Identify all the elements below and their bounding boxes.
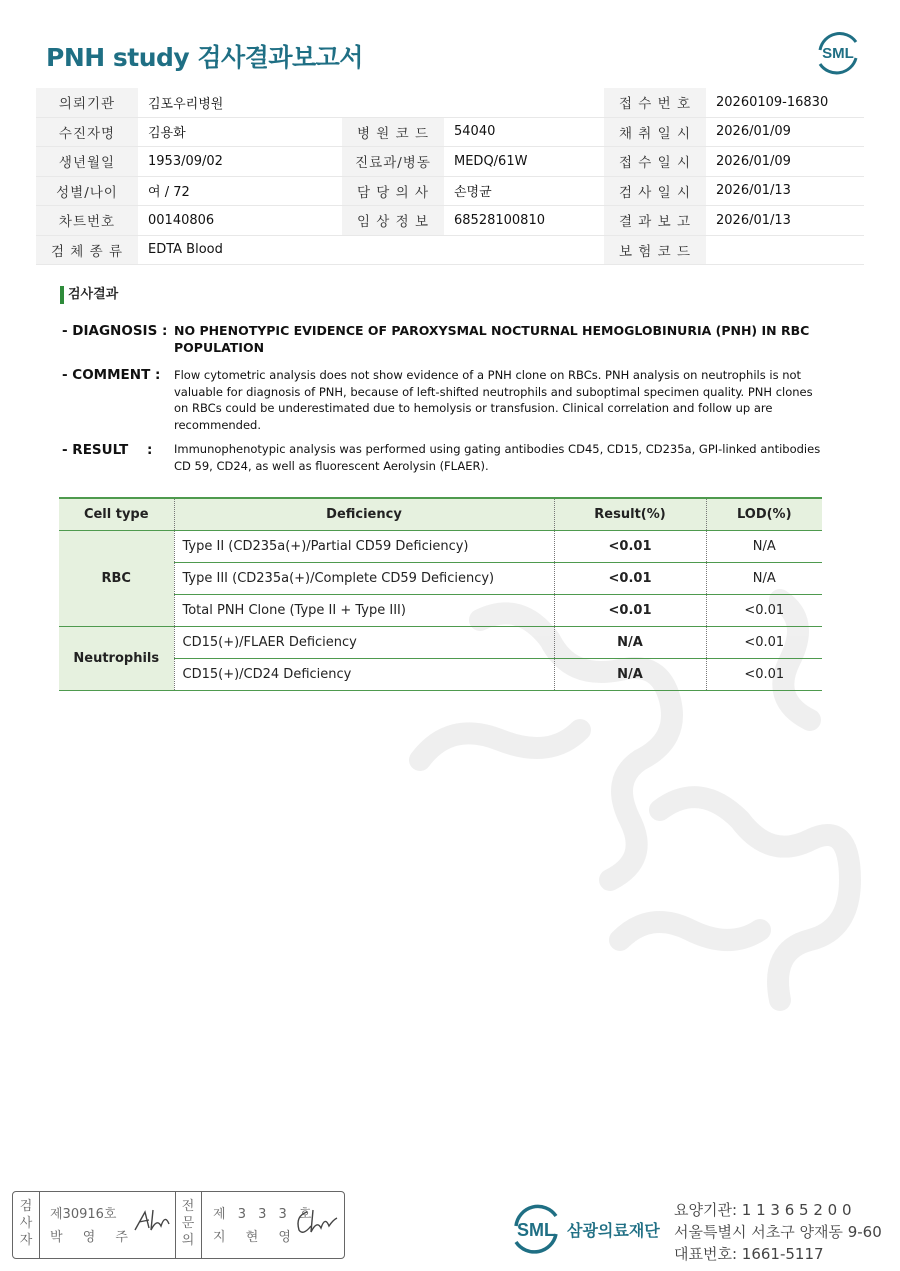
institution-code: 요양기관: 1 1 3 6 5 2 0 0 (674, 1201, 852, 1219)
result-cell: <0.01 (554, 531, 706, 563)
value-insurance-code (706, 235, 864, 265)
label-institution: 의뢰기관 (36, 88, 138, 117)
label-test-date: 검 사 일 시 (604, 176, 706, 206)
value-clinical-info: 68528100810 (444, 206, 604, 236)
deficiency-cell: Total PNH Clone (Type II + Type III) (174, 595, 554, 627)
sml-logo-icon (812, 28, 864, 76)
table-row (59, 563, 822, 595)
value-doctor: 손명균 (444, 176, 604, 206)
cell-type-rbc: RBC (59, 531, 174, 627)
value-test-date: 2026/01/13 (706, 176, 864, 206)
label-department: 진료과/병동 (342, 147, 444, 177)
deficiency-cell: CD15(+)/FLAER Deficiency (174, 627, 554, 659)
address: 서울특별시 서초구 양재동 9-60 (674, 1223, 882, 1241)
label-birth-date: 생년월일 (36, 147, 138, 177)
lod-cell: <0.01 (706, 659, 822, 691)
result-colon: : (147, 442, 153, 458)
value-receipt-date: 2026/01/09 (706, 147, 864, 177)
result-label: - RESULT (62, 442, 129, 458)
patient-info-table (36, 88, 864, 265)
comment-text: Flow cytometric analysis does not show evidence of a PNH clone on RBCs. PNH analysis on neutrophils is not valuable for diagnosis of PNH, because of left-shifted neutrophils and suboptimal specimen quality. PNH clones on RBCs could be underestimated due to hemolysis or transfusion. Clinical correlation and follow up are recommended. (174, 368, 813, 432)
value-department: MEDQ/61W (444, 147, 604, 177)
diagnosis-text: NO PHENOTYPIC EVIDENCE OF PAROXYSMAL NOCTURNAL HEMOGLOBINURIA (PNH) IN RBC POPULATION (174, 323, 810, 355)
value-collection-date: 2026/01/09 (706, 117, 864, 147)
result-cell: N/A (554, 659, 706, 691)
value-report-date: 2026/01/13 (706, 206, 864, 236)
label-doctor: 담 당 의 사 (342, 176, 444, 206)
comment-label: - COMMENT : (62, 367, 161, 383)
header-result: Result(%) (554, 498, 706, 531)
value-hospital-code: 54040 (444, 117, 604, 147)
signature-box (12, 1191, 345, 1259)
table-row (59, 627, 822, 659)
result-text: Immunophenotypic analysis was performed using gating antibodies CD45, CD15, CD235a, GPI-linked antibodies CD 59, CD24, as well as fluorescent Aerolysin (FLAER). (174, 442, 821, 473)
label-clinical-info: 임 상 정 보 (342, 206, 444, 236)
header-cell-type: Cell type (59, 498, 174, 531)
table-row (59, 531, 822, 563)
value-sex-age: 여 / 72 (138, 176, 342, 206)
results-table (59, 497, 822, 691)
section-heading-results: 검사결과 (60, 286, 118, 304)
value-birth-date: 1953/09/02 (138, 147, 342, 177)
header-lod: LOD(%) (706, 498, 822, 531)
deficiency-cell: Type III (CD235a(+)/Complete CD59 Deficiency) (174, 563, 554, 595)
deficiency-cell: Type II (CD235a(+)/Partial CD59 Deficiency) (174, 531, 554, 563)
value-receipt-number: 20260109-16830 (706, 88, 864, 117)
examiner-label: 검사자 (19, 1199, 33, 1248)
label-receipt-number: 접 수 번 호 (604, 88, 706, 117)
label-sex-age: 성별/나이 (36, 176, 138, 206)
specialist-name: 지 현 영 (213, 1230, 299, 1245)
label-specimen: 검 체 종 류 (36, 235, 138, 265)
label-insurance-code: 보 험 코 드 (604, 235, 706, 265)
lod-cell: N/A (706, 531, 822, 563)
value-specimen: EDTA Blood (138, 235, 604, 265)
table-row (59, 659, 822, 691)
specialist-label: 전문의 (181, 1199, 195, 1248)
deficiency-cell: CD15(+)/CD24 Deficiency (174, 659, 554, 691)
diagnosis-label: - DIAGNOSIS : (62, 323, 168, 339)
lod-cell: <0.01 (706, 627, 822, 659)
lod-cell: N/A (706, 563, 822, 595)
lod-cell: <0.01 (706, 595, 822, 627)
label-collection-date: 채 취 일 시 (604, 117, 706, 147)
specialist-signature-icon (293, 1206, 339, 1238)
result-cell: N/A (554, 627, 706, 659)
specialist-license-number: 제 3 3 3 호 (213, 1207, 316, 1222)
label-hospital-code: 병 원 코 드 (342, 117, 444, 147)
report-title: PNH study 검사결과보고서 (46, 43, 363, 72)
foundation-name: 삼광의료재단 (567, 1221, 660, 1240)
examiner-name: 박 영 주 (50, 1230, 136, 1245)
label-report-date: 결 과 보 고 (604, 206, 706, 236)
cell-type-neutrophils: Neutrophils (59, 627, 174, 691)
phone-number: 대표번호: 1661-5117 (674, 1245, 824, 1263)
label-receipt-date: 접 수 일 시 (604, 147, 706, 177)
label-chart-number: 차트번호 (36, 206, 138, 236)
svg-text:SML: SML (517, 1220, 555, 1240)
table-row (59, 595, 822, 627)
label-patient-name: 수진자명 (36, 117, 138, 147)
value-patient-name: 김용화 (138, 117, 342, 147)
svg-text:SML: SML (822, 45, 854, 62)
value-chart-number: 00140806 (138, 206, 342, 236)
header-deficiency: Deficiency (174, 498, 554, 531)
value-institution: 김포우리병원 (138, 88, 604, 117)
examiner-signature-icon (131, 1206, 173, 1236)
examiner-license-number: 제30916호 (50, 1207, 117, 1222)
result-cell: <0.01 (554, 563, 706, 595)
sml-footer-logo-icon (508, 1200, 564, 1256)
result-cell: <0.01 (554, 595, 706, 627)
